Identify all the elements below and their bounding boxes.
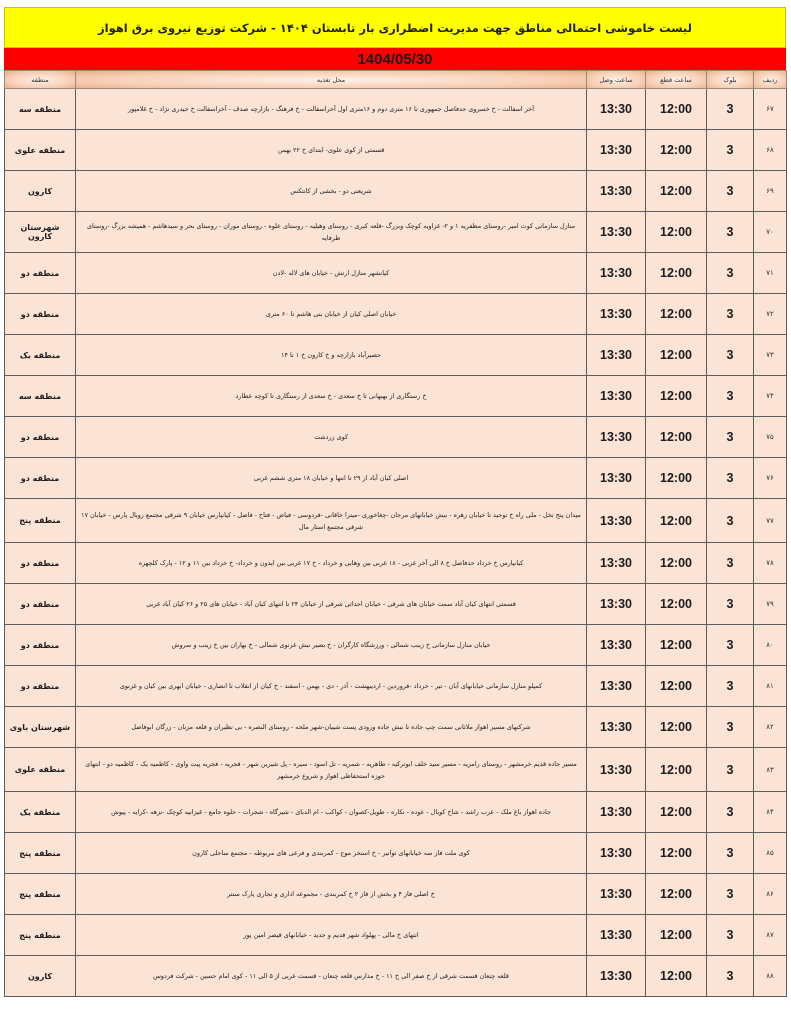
reconnect-time-cell: 13:30 xyxy=(587,707,646,748)
cut-time-cell: 12:00 xyxy=(646,499,707,543)
region-cell: منطقه سه xyxy=(5,89,76,130)
column-header-reconnect-time: ساعت وصل xyxy=(587,71,646,89)
cut-time-cell: 12:00 xyxy=(646,833,707,874)
table-row xyxy=(5,294,787,335)
region-cell: منطقه دو xyxy=(5,458,76,499)
cut-time-cell: 12:00 xyxy=(646,253,707,294)
cut-time-cell: 12:00 xyxy=(646,335,707,376)
reconnect-time-cell: 13:30 xyxy=(587,956,646,997)
location-cell: شرکتهای مسیر اهواز ملاثانی سمت چپ جاده تا نبش جاده ورودی پست شیبان-شهر ملحه - روستای البصره - بی نظیران و قلعه مزبان - زرگان ابوفاضل xyxy=(76,707,587,748)
table-row xyxy=(5,625,787,666)
block-cell: 3 xyxy=(707,212,754,253)
column-header-cut-time: ساعت قطع xyxy=(646,71,707,89)
location-cell: اصلی کیان آباد از ۲۹ تا انتها و خیابان ۱۸ متری ششم غربی xyxy=(76,458,587,499)
location-cell: خ اصلی فاز ۴ و بخش از فاز ۲ خ کمربندی - مجموعه اداری و تجاری پارک سنتر xyxy=(76,874,587,915)
block-cell: 3 xyxy=(707,707,754,748)
cut-time-cell: 12:00 xyxy=(646,874,707,915)
cut-time-cell: 12:00 xyxy=(646,417,707,458)
table-row xyxy=(5,748,787,792)
block-cell: 3 xyxy=(707,376,754,417)
reconnect-time-cell: 13:30 xyxy=(587,792,646,833)
row-number-cell: ۸۲ xyxy=(754,707,787,748)
reconnect-time-cell: 13:30 xyxy=(587,666,646,707)
location-cell: کوی زردشت xyxy=(76,417,587,458)
reconnect-time-cell: 13:30 xyxy=(587,130,646,171)
table-row xyxy=(5,376,787,417)
column-header-block: بلوک xyxy=(707,71,754,89)
block-cell: 3 xyxy=(707,89,754,130)
table-row xyxy=(5,666,787,707)
block-cell: 3 xyxy=(707,956,754,997)
table-row xyxy=(5,584,787,625)
region-cell: منطقه پنج xyxy=(5,915,76,956)
table-row xyxy=(5,833,787,874)
reconnect-time-cell: 13:30 xyxy=(587,874,646,915)
reconnect-time-cell: 13:30 xyxy=(587,584,646,625)
row-number-cell: ۷۴ xyxy=(754,376,787,417)
reconnect-time-cell: 13:30 xyxy=(587,748,646,792)
block-cell: 3 xyxy=(707,915,754,956)
location-cell: خیابان اصلی کیان از خیابان بنی هاشم تا ۶۰ متری xyxy=(76,294,587,335)
location-cell: قلعه چنعان قسمت شرقی از خ صفر الی خ ۱۱ - خ مدارس قلعه چنعان - قسمت غربی از ۵ الی ۱۱ - کوی امام حسین - شرکت فردوس xyxy=(76,956,587,997)
block-cell: 3 xyxy=(707,130,754,171)
location-cell: جاده اهواز باغ ملک - عرب راشد - شاخ کوبال - عوده - نکاره - طویل-کصوان - کواکب - ام الدبای - شیرگاه - شجرات - حلوه جامع - غیزانیه کوچک -نزهه -کرایه - پیوش xyxy=(76,792,587,833)
location-cell: خ رستگاری از بهبهانی تا خ سعدی - خ سعدی از رستگاری تا کوچه عطارد xyxy=(76,376,587,417)
table-row xyxy=(5,458,787,499)
cut-time-cell: 12:00 xyxy=(646,130,707,171)
row-number-cell: ۷۷ xyxy=(754,499,787,543)
column-header-row-number: ردیف xyxy=(754,71,787,89)
region-cell: منطقه پنج xyxy=(5,833,76,874)
row-number-cell: ۸۶ xyxy=(754,874,787,915)
row-number-cell: ۸۸ xyxy=(754,956,787,997)
row-number-cell: ۸۷ xyxy=(754,915,787,956)
reconnect-time-cell: 13:30 xyxy=(587,212,646,253)
cut-time-cell: 12:00 xyxy=(646,625,707,666)
region-cell: منطقه پنج xyxy=(5,499,76,543)
reconnect-time-cell: 13:30 xyxy=(587,89,646,130)
row-number-cell: ۷۳ xyxy=(754,335,787,376)
table-row xyxy=(5,543,787,584)
schedule-date: 1404/05/30 xyxy=(357,50,433,68)
reconnect-time-cell: 13:30 xyxy=(587,915,646,956)
column-header-location: محل تغذیه xyxy=(76,71,587,89)
location-cell: کیانپارس خ خرداد حدفاصل خ ۸ الی آخر غربی - ۱۸ غربی بین وهابی و خرداد - خ ۱۷ غربی بین ایدون و خرداد- خ خرداد بین ۱۱ و ۱۲ - پارک کلچهره xyxy=(76,543,587,584)
reconnect-time-cell: 13:30 xyxy=(587,458,646,499)
table-row xyxy=(5,212,787,253)
title-banner xyxy=(4,7,786,48)
table-header-row xyxy=(5,71,787,89)
block-cell: 3 xyxy=(707,171,754,212)
region-cell: منطقه دو xyxy=(5,253,76,294)
location-cell: قسمتی از کوی علوی- ابتدای خ ۲۲ بهمن xyxy=(76,130,587,171)
block-cell: 3 xyxy=(707,417,754,458)
table-row xyxy=(5,915,787,956)
location-cell: منازل سازمانی کوت امیر -روستای مظفریه ۱ و ۲- غزاویه کوچک وبزرگ -قلعه کبری - روستای وهیلیه - روستای علوه - روستای موران - روستای بحر و سیدهاشم - همیشه بزرگ -روستای طرفایه xyxy=(76,212,587,253)
cut-time-cell: 12:00 xyxy=(646,915,707,956)
row-number-cell: ۶۸ xyxy=(754,130,787,171)
block-cell: 3 xyxy=(707,294,754,335)
cut-time-cell: 12:00 xyxy=(646,792,707,833)
cut-time-cell: 12:00 xyxy=(646,748,707,792)
table-row xyxy=(5,499,787,543)
cut-time-cell: 12:00 xyxy=(646,666,707,707)
cut-time-cell: 12:00 xyxy=(646,956,707,997)
row-number-cell: ۷۵ xyxy=(754,417,787,458)
region-cell: شهرستان کارون xyxy=(5,212,76,253)
block-cell: 3 xyxy=(707,253,754,294)
region-cell: شهرستان باوی xyxy=(5,707,76,748)
region-cell: منطقه دو xyxy=(5,294,76,335)
table-row xyxy=(5,956,787,997)
region-cell: منطقه دو xyxy=(5,666,76,707)
block-cell: 3 xyxy=(707,584,754,625)
reconnect-time-cell: 13:30 xyxy=(587,171,646,212)
region-cell: منطقه دو xyxy=(5,584,76,625)
cut-time-cell: 12:00 xyxy=(646,89,707,130)
cut-time-cell: 12:00 xyxy=(646,294,707,335)
location-cell: کمپلو منازل سازمانی خیابانهای آبان - تیر - خرداد -فروردین - اردیبهشت - آذر - دی - بهمن - اسفند - خ کیان از انقلاب تا انصاری - خیابان ابهری بین کیان و غزنوی xyxy=(76,666,587,707)
table-row xyxy=(5,89,787,130)
reconnect-time-cell: 13:30 xyxy=(587,543,646,584)
reconnect-time-cell: 13:30 xyxy=(587,294,646,335)
block-cell: 3 xyxy=(707,499,754,543)
location-cell: میدان پنج نخل - ملی راه خ توحید تا خیابان زهره - نبش خیابانهای مرجان -چغاخوری -میترا خاقانی -فردوسی - فیاض - فتاح - فاضل - کیانپارس خیابان ۹ شرقی مجتمع رویال پارس - خیابان ۱۷ شرقی مجتمع استار مال xyxy=(76,499,587,543)
row-number-cell: ۸۳ xyxy=(754,748,787,792)
row-number-cell: ۸۴ xyxy=(754,792,787,833)
row-number-cell: ۷۲ xyxy=(754,294,787,335)
location-cell: شریعتی دو - بخشی از کانتکس xyxy=(76,171,587,212)
cut-time-cell: 12:00 xyxy=(646,543,707,584)
location-cell: خیابان منازل سازمانی خ زینب شمالی - ورزشگاه کارگران - خ بصیر نبش غزنوی شمالی - خ بهاران بین خ زینب و سروش xyxy=(76,625,587,666)
table-row xyxy=(5,335,787,376)
block-cell: 3 xyxy=(707,792,754,833)
block-cell: 3 xyxy=(707,458,754,499)
block-cell: 3 xyxy=(707,666,754,707)
region-cell: کارون xyxy=(5,171,76,212)
reconnect-time-cell: 13:30 xyxy=(587,833,646,874)
row-number-cell: ۸۰ xyxy=(754,625,787,666)
table-row xyxy=(5,130,787,171)
page-title: لیست خاموشی احتمالی مناطق جهت مدیریت اضطراری بار تابستان ۱۴۰۴ - شرکت توزیع نیروی برق اهواز xyxy=(98,20,692,35)
block-cell: 3 xyxy=(707,874,754,915)
block-cell: 3 xyxy=(707,543,754,584)
reconnect-time-cell: 13:30 xyxy=(587,253,646,294)
table-row xyxy=(5,417,787,458)
row-number-cell: ۶۷ xyxy=(754,89,787,130)
location-cell: قسمتی انتهای کیان آباد سمت خیابان های شرقی - خیابان احداثی شرقی از خیابان ۲۴ تا انتهای کیان آباد - خیابان های ۲۵ و ۲۶ کیان آباد غربی xyxy=(76,584,587,625)
table-row xyxy=(5,707,787,748)
region-cell: کارون xyxy=(5,956,76,997)
location-cell: انتهای خ مالی - پهلواد شهر قدیم و جدید - خیابانهای قیصر امین پور xyxy=(76,915,587,956)
block-cell: 3 xyxy=(707,748,754,792)
region-cell: منطقه یک xyxy=(5,335,76,376)
table-row xyxy=(5,874,787,915)
region-cell: منطقه علوی xyxy=(5,748,76,792)
row-number-cell: ۷۹ xyxy=(754,584,787,625)
region-cell: منطقه پنج xyxy=(5,874,76,915)
reconnect-time-cell: 13:30 xyxy=(587,376,646,417)
reconnect-time-cell: 13:30 xyxy=(587,625,646,666)
date-banner xyxy=(4,48,786,70)
cut-time-cell: 12:00 xyxy=(646,212,707,253)
cut-time-cell: 12:00 xyxy=(646,584,707,625)
location-cell: حصیرآباد بازارچه و خ کارون خ ۱ تا ۱۴ xyxy=(76,335,587,376)
outage-table xyxy=(4,70,787,997)
region-cell: منطقه دو xyxy=(5,543,76,584)
table-row xyxy=(5,171,787,212)
location-cell: کیانشهر منازل ارتش - خیابان های لاله -لادن xyxy=(76,253,587,294)
row-number-cell: ۷۶ xyxy=(754,458,787,499)
cut-time-cell: 12:00 xyxy=(646,458,707,499)
reconnect-time-cell: 13:30 xyxy=(587,417,646,458)
column-header-region: منطقه xyxy=(5,71,76,89)
location-cell: آخر اسفالت - خ خسروی حدفاصل جمهوری تا ۱۶ متری دوم و ۱۶متری اول آخراسفالت - خ فرهنگ - بازارچه صدف - آخراسفالت خ حیدری نژاد - خ غلامپور xyxy=(76,89,587,130)
row-number-cell: ۸۵ xyxy=(754,833,787,874)
row-number-cell: ۷۱ xyxy=(754,253,787,294)
table-row xyxy=(5,253,787,294)
region-cell: منطقه سه xyxy=(5,376,76,417)
region-cell: منطقه دو xyxy=(5,417,76,458)
location-cell: مسیر جاده قدیم خرمشهر - روستای رامزیه - مسیر سید خلف ابوترکیه - طاهریه - شمریه - تل اسود - سیره - پل شیرین شهر - فجریه - فجریه پیت واوی - کاظمیه یک - کاظمیه دو - انتهای حوزه استحفاظی اهواز و شروع خرمشهر xyxy=(76,748,587,792)
block-cell: 3 xyxy=(707,833,754,874)
block-cell: 3 xyxy=(707,335,754,376)
location-cell: کوی ملت فاز سه خیابانهای تواتیر - خ استخر موج - کمربندی و فرعی های مربوطه - مجتمع ساحلی کارون xyxy=(76,833,587,874)
cut-time-cell: 12:00 xyxy=(646,376,707,417)
reconnect-time-cell: 13:30 xyxy=(587,499,646,543)
block-cell: 3 xyxy=(707,625,754,666)
cut-time-cell: 12:00 xyxy=(646,171,707,212)
row-number-cell: ۶۹ xyxy=(754,171,787,212)
region-cell: منطقه دو xyxy=(5,625,76,666)
reconnect-time-cell: 13:30 xyxy=(587,335,646,376)
row-number-cell: ۷۰ xyxy=(754,212,787,253)
region-cell: منطقه علوی xyxy=(5,130,76,171)
table-row xyxy=(5,792,787,833)
region-cell: منطقه یک xyxy=(5,792,76,833)
row-number-cell: ۷۸ xyxy=(754,543,787,584)
row-number-cell: ۸۱ xyxy=(754,666,787,707)
outage-schedule-sheet xyxy=(4,7,786,997)
cut-time-cell: 12:00 xyxy=(646,707,707,748)
